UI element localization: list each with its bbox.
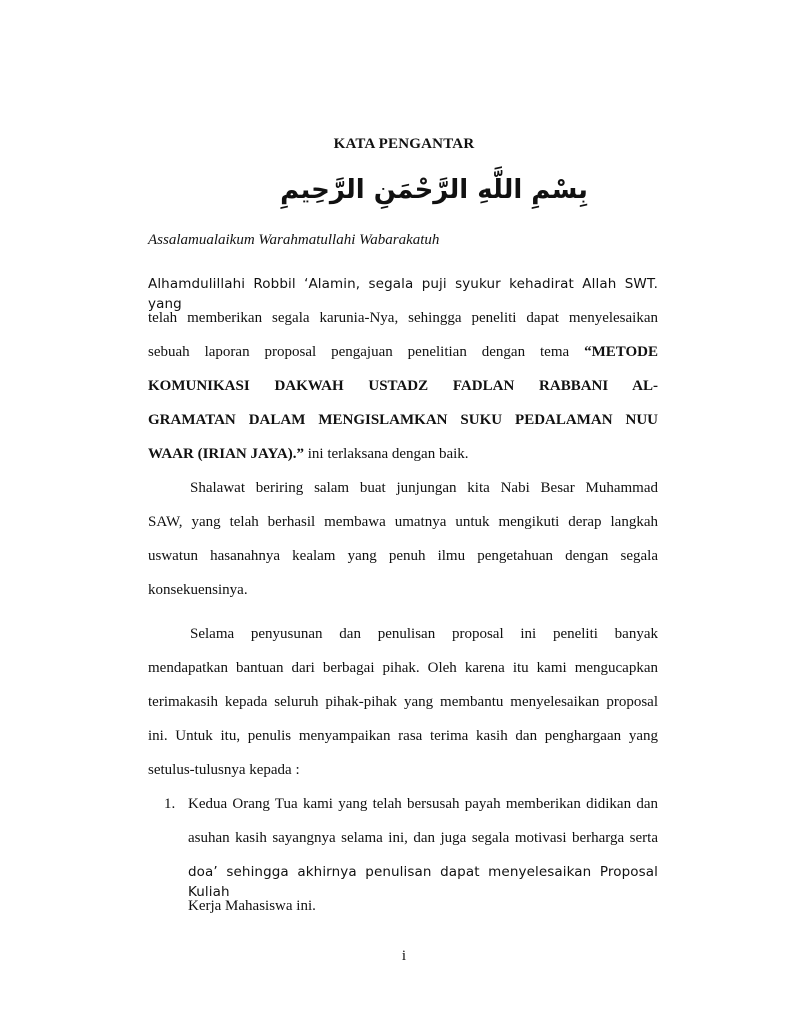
paragraph-3-line-3: terimakasih kepada seluruh pihak-pihak yang membantu menyelesaikan proposal	[148, 694, 658, 710]
paragraph-3-line-4: ini. Untuk itu, penulis menyampaikan rasa terima kasih dan penghargaan yang	[148, 728, 658, 744]
list-item-line-1: Kedua Orang Tua kami yang telah bersusah payah memberikan didikan dan	[188, 796, 658, 812]
list-item-number: 1.	[164, 796, 176, 812]
greeting: Assalamualaikum Warahmatullahi Wabarakatuh	[148, 232, 440, 248]
paragraph-3-line-5: setulus-tulusnya kepada :	[148, 762, 300, 778]
list-item-line-3: doa’ sehingga akhirnya penulisan dapat menyelesaikan Proposal Kuliah	[188, 864, 658, 900]
paragraph-1-line-4: KOMUNIKASI DAKWAH USTADZ FADLAN RABBANI AL-	[148, 378, 658, 394]
list-item-line-4: Kerja Mahasiswa ini.	[188, 898, 316, 914]
paragraph-1-line-2: telah memberikan segala karunia-Nya, sehingga peneliti dapat menyelesaikan	[148, 310, 658, 326]
paragraph-3-line-1: Selama penyusunan dan penulisan proposal ini peneliti banyak	[190, 626, 658, 642]
paragraph-1-title-end: WAAR (IRIAN JAYA).”	[148, 446, 304, 462]
paragraph-1-title-start: “METODE	[584, 344, 658, 360]
paragraph-2-line-1: Shalawat beriring salam buat junjungan kita Nabi Besar Muhammad	[190, 480, 658, 496]
paragraph-1-line-6	[148, 444, 658, 464]
paragraph-3-line-2: mendapatkan bantuan dari berbagai pihak. Oleh karena itu kami mengucapkan	[148, 660, 658, 676]
paragraph-1-line-5: GRAMATAN DALAM MENGISLAMKAN SUKU PEDALAMAN NUU	[148, 412, 658, 428]
paragraph-1-line-3	[148, 342, 658, 362]
paragraph-2-line-3: uswatun hasanahnya kealam yang penuh ilmu pengetahuan dengan segala	[148, 548, 658, 564]
page-title: KATA PENGANTAR	[333, 136, 475, 152]
paragraph-2-line-2: SAW, yang telah berhasil membawa umatnya untuk mengikuti derap langkah	[148, 514, 658, 530]
page-number: i	[401, 948, 407, 964]
list-item-line-2: asuhan kasih sayangnya selama ini, dan juga segala motivasi berharga serta	[188, 830, 658, 846]
basmalah-text: بِسْمِ اللَّهِ الرَّحْمَنِ الرَّحِيمِ	[280, 175, 588, 205]
basmalah-calligraphy	[280, 164, 588, 212]
paragraph-2-line-4: konsekuensinya.	[148, 582, 248, 598]
paragraph-1-line-1: Alhamdulillahi Robbil ‘Alamin, segala puji syukur kehadirat Allah SWT. yang	[148, 276, 658, 312]
paragraph-1-line-6-text: ini terlaksana dengan baik.	[304, 446, 469, 462]
paragraph-1-line-3-text: sebuah laporan proposal pengajuan penelitian dengan tema	[148, 344, 570, 360]
